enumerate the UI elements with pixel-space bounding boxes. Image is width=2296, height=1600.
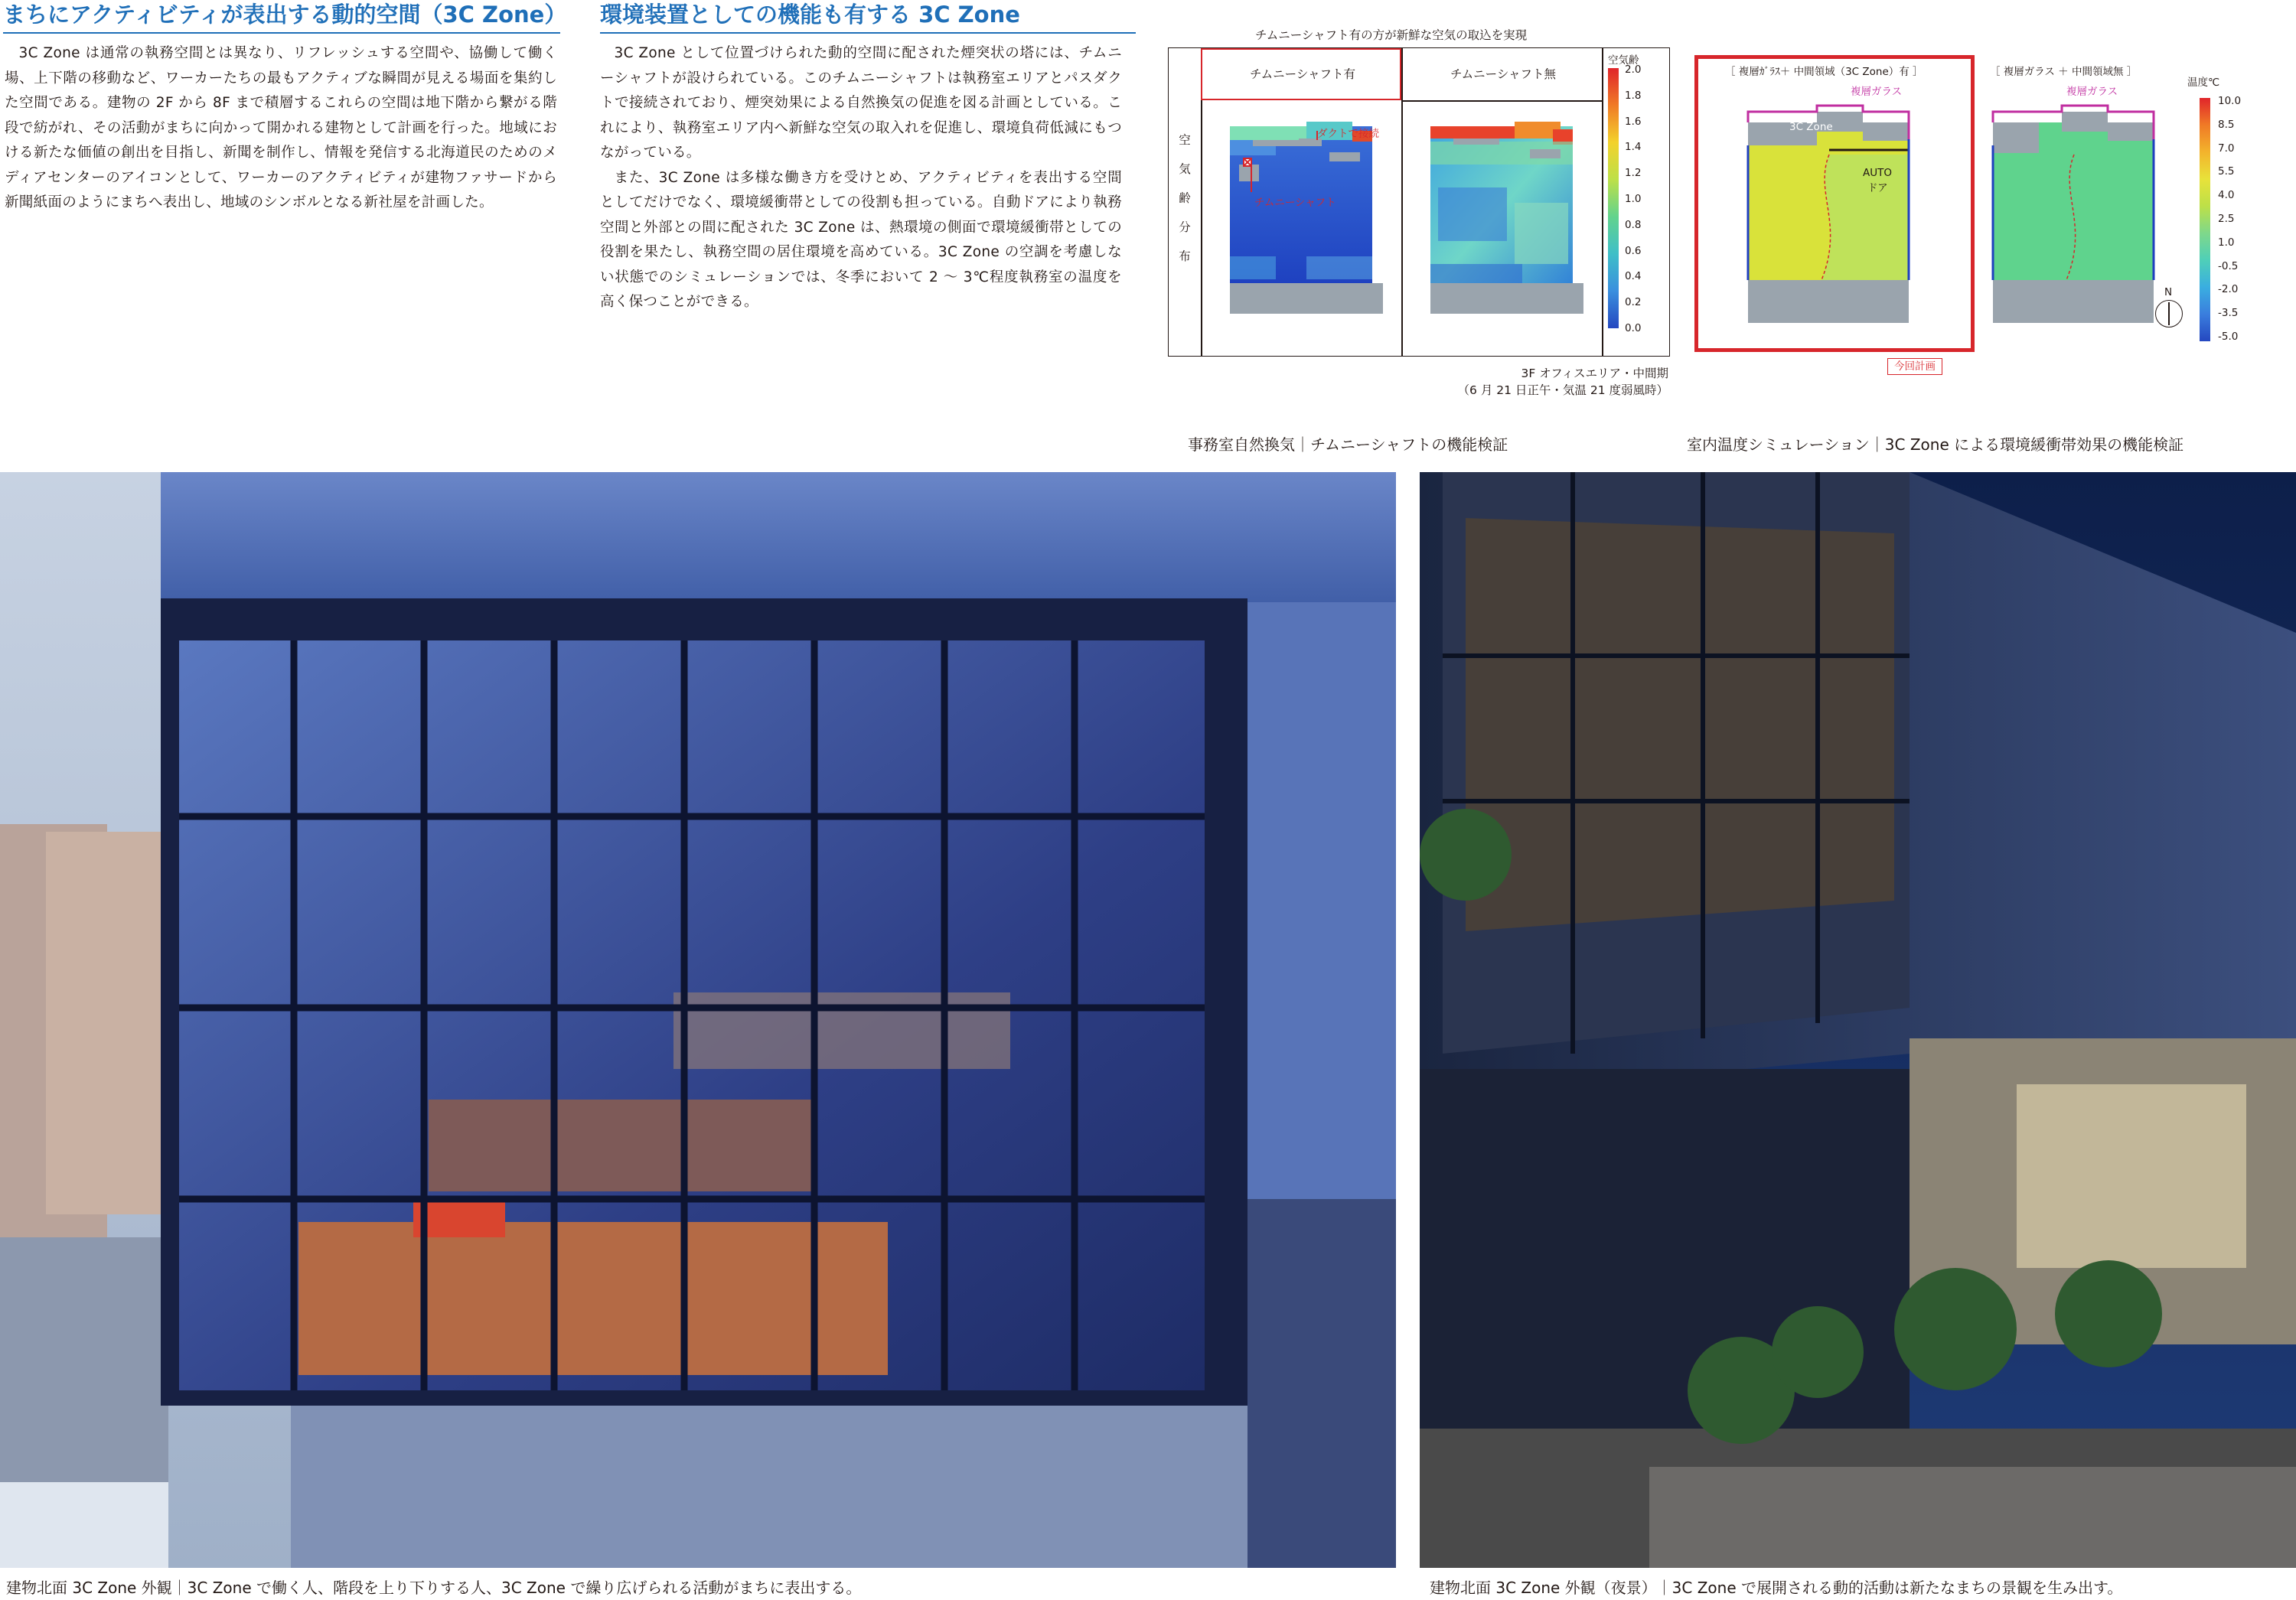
chimney-figure-caption: 事務室自然換気｜チムニーシャフトの機能検証 xyxy=(1188,435,1508,454)
north-facade-photo-dusk xyxy=(0,472,1396,1568)
temp-right-title: ［ 複層ガラス ＋ 中間領域無 ］ xyxy=(1990,66,2138,78)
right-photo-caption: 建物北面 3C Zone 外観（夜景）｜3C Zone で展開される動的活動は新たなまちの景観を生み出す。 xyxy=(1430,1579,2123,1597)
air-age-legend-values: 2.0 1.8 1.6 1.4 1.2 1.0 0.8 0.6 0.4 0.2 0.0 xyxy=(1625,64,1642,334)
air-age-map-with-chimney xyxy=(1215,119,1391,341)
double-glazing-label-left: 複層ガラス xyxy=(1851,86,1903,98)
column-with-chimney: チムニーシャフト有 xyxy=(1249,67,1356,81)
air-age-map-without-chimney xyxy=(1415,119,1591,341)
duct-connection-label: ダクトで接続 xyxy=(1317,128,1379,140)
chimney-shaft-label: チムニーシャフト xyxy=(1254,197,1336,209)
middle-paragraph-2: また、3C Zone は多様な働き方を受けとめ、アクティビティを表出する空間としてだけでなく、環境緩衝帯としての役割も担っている。自動ドアにより執務空間と外部との間に配された 3C Zone は、熱環境の側面で環境緩衝帯としての役割を果たし、執務空間の居住環境を高めている。3C Zone の空調を考慮しない状態でのシミュレーションでは、冬季において 2 ～ 3℃程度執務室の温度を高く保つことができる。 xyxy=(600,169,1122,310)
auto-label: AUTO xyxy=(1863,167,1892,179)
temp-map-with-zone xyxy=(1737,101,1921,331)
row-label-air-age: 空 気 齢 分 布 xyxy=(1179,133,1191,263)
temperature-figure-caption: 室内温度シミュレーション｜3C Zone による環境緩衝帯効果の機能検証 xyxy=(1687,435,2184,454)
middle-heading: 環境装置としての機能も有する 3C Zone xyxy=(600,2,1136,34)
chimney-note-line2: （6 月 21 日正午・気温 21 度弱風時） xyxy=(1457,383,1668,397)
air-age-legend-title: 空気齢 xyxy=(1608,54,1639,67)
chimney-figure-frame xyxy=(1168,47,1670,357)
north-label: N xyxy=(2164,286,2173,298)
left-body xyxy=(5,41,557,216)
column-without-chimney: チムニーシャフト無 xyxy=(1450,67,1557,81)
temp-color-scale xyxy=(2200,98,2210,341)
temp-left-title: ［ 複層ｶﾞﾗｽ＋ 中間領域（3C Zone）有 ］ xyxy=(1725,66,1923,78)
air-age-color-scale xyxy=(1608,68,1619,328)
middle-paragraph-1: 3C Zone として位置づけられた動的空間に配された煙突状の塔には、チムニーシャフトが設けられている。このチムニーシャフトは執務室エリアとパスダクトで接続されており、煙突効果による自然換気の促進を図る計画としている。これにより、執務室エリア内へ新鮮な空気の取入れを促進し、環境負荷低減にもつながっている。 xyxy=(600,45,1122,161)
door-label: ドア xyxy=(1867,182,1888,194)
chimney-figure-title: チムニーシャフト有の方が新鮮な空気の取込を実現 xyxy=(1255,28,1528,42)
left-heading: まちにアクティビティが表出する動的空間（3C Zone） xyxy=(3,2,560,34)
north-arrow-icon xyxy=(2155,300,2183,327)
chimney-note-line1: 3F オフィスエリア・中間期 xyxy=(1521,367,1668,380)
temp-legend-values: 10.0 8.5 7.0 5.5 4.0 2.5 1.0 -0.5 -2.0 -3.5 -5.0 xyxy=(2218,95,2242,343)
left-photo-caption: 建物北面 3C Zone 外観｜3C Zone で働く人、階段を上り下りする人、3C Zone で繰り広げられる活動がまちに表出する。 xyxy=(6,1579,862,1597)
middle-body xyxy=(600,41,1122,315)
current-plan-tag: 今回計画 xyxy=(1887,358,1942,375)
double-glazing-label-right: 複層ガラス xyxy=(2066,86,2118,98)
temp-legend-title: 温度℃ xyxy=(2187,77,2220,89)
left-paragraph: 3C Zone は通常の執務空間とは異なり、リフレッシュする空間や、協働して働く場、上下階の移動など、ワーカーたちの最もアクティブな瞬間が見える場面を集約した空間である。建物の 2F から 8F まで積層するこれらの空間は地下階から繋がる階段で紡がれ、その活動がまちに向かって開かれる建物として計画を行った。地域における新たな価値の創出を目指し、新聞を制作し、情報を発信する北海道民のためのメディアセンターのアイコンとして、ワーカーのアクティビティが建物ファサードから新聞紙面のようにまちへ表出し、地域のシンボルとなる新社屋を計画した。 xyxy=(5,45,557,210)
temp-map-without-zone xyxy=(1982,101,2166,331)
north-facade-photo-night xyxy=(1420,472,2296,1568)
zone-label: 3C Zone xyxy=(1789,121,1833,133)
